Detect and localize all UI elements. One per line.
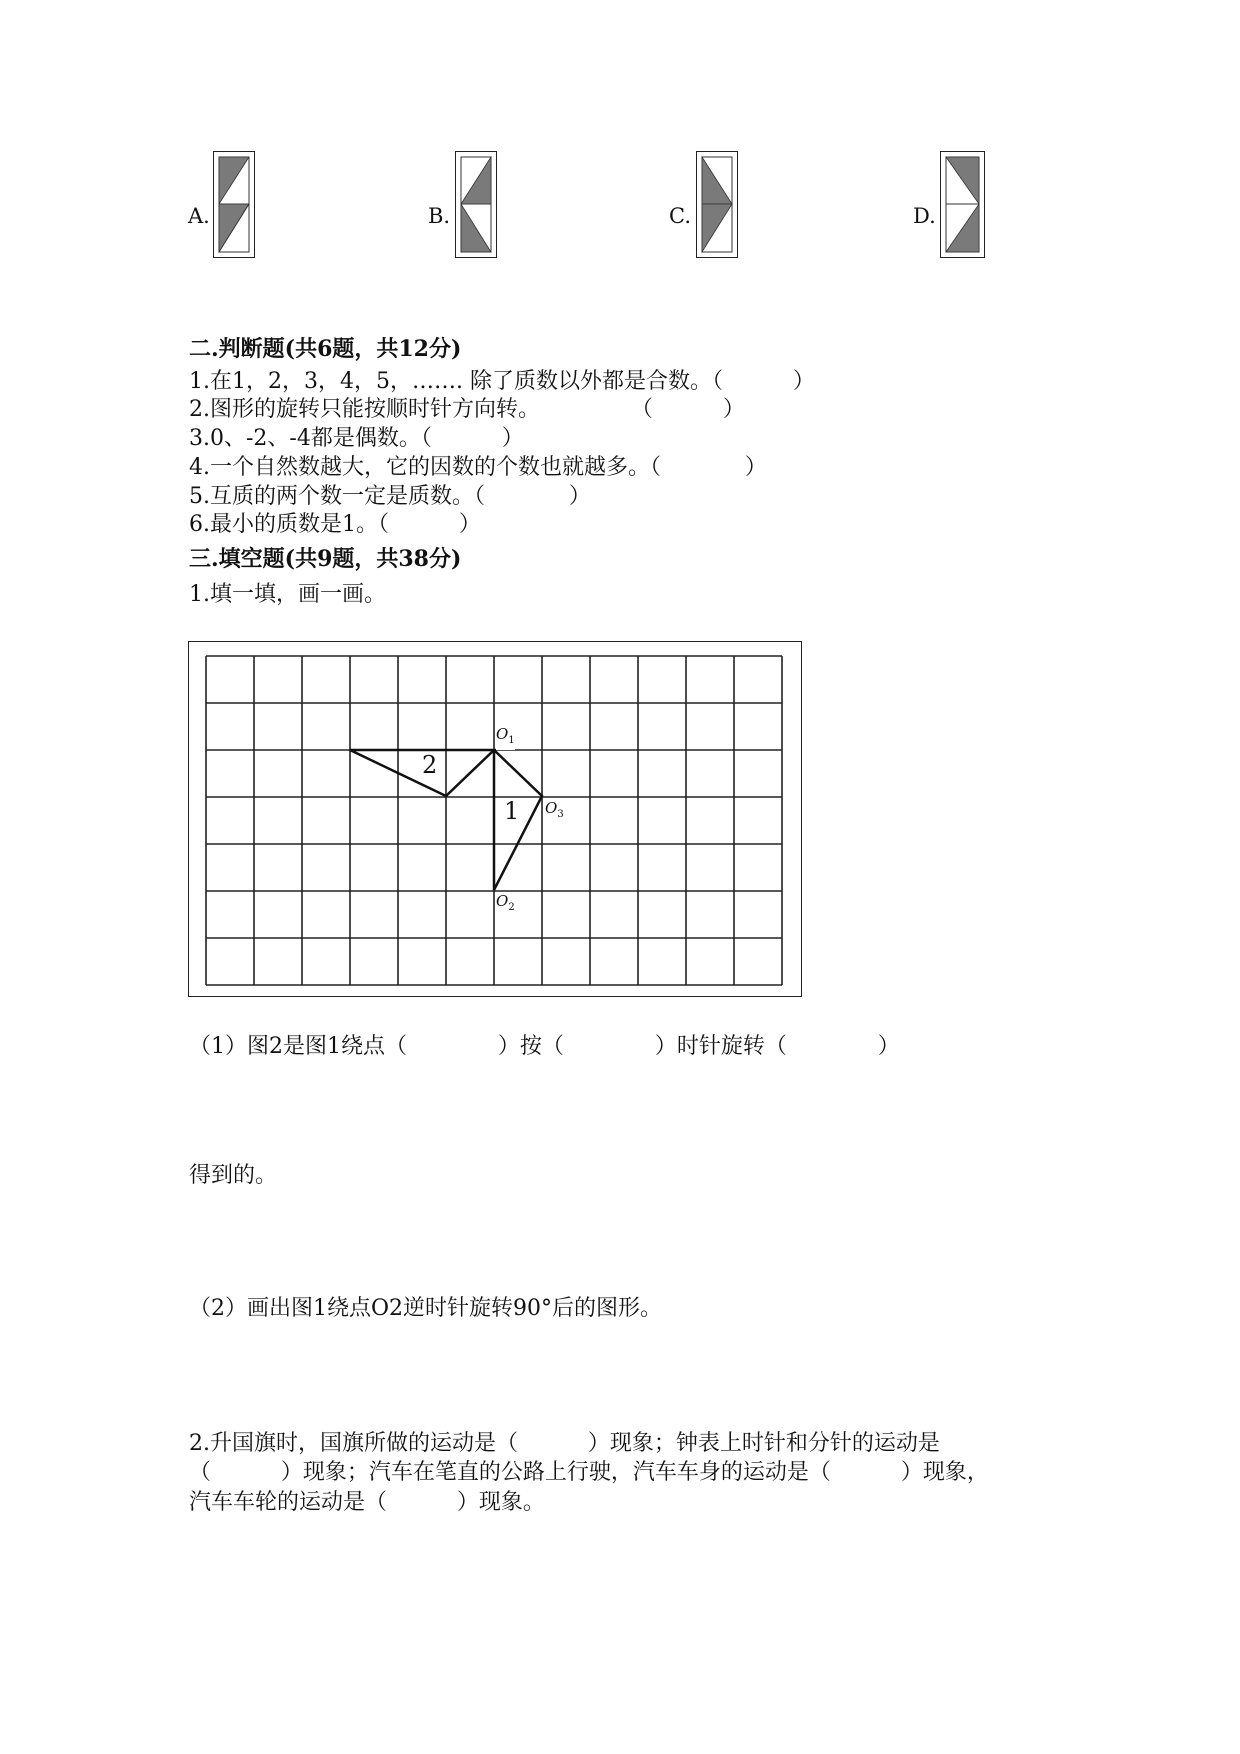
section2-heading: 二.判断题(共6题，共12分)	[189, 336, 462, 362]
q2-line-3: 汽车车轮的运动是（ ）现象。	[189, 1490, 545, 1515]
option-a-figure	[213, 151, 255, 258]
option-c-figure	[696, 151, 738, 258]
q1-sub2: （2）画出图1绕点O2逆时针旋转90°后的图形。	[189, 1296, 663, 1321]
figure-2-label: 2	[422, 751, 438, 779]
option-b-figure	[455, 151, 497, 258]
judge-item-3: 3.0、-2、-4都是偶数。（ ）	[189, 426, 524, 451]
option-a-label: A.	[188, 204, 210, 228]
judge-item-1: 1.在1，2，3，4，5，……. 除了质数以外都是合数。（ ）	[189, 369, 815, 394]
q1-sub1-cont: 得到的。	[189, 1163, 278, 1188]
option-c-label: C.	[669, 204, 691, 228]
point-o2-label: $O_2$	[496, 892, 515, 917]
q1-sub1: （1）图2是图1绕点（ ）按（ ）时针旋转（ ）	[189, 1034, 900, 1059]
grid-figure	[188, 641, 802, 997]
figure-1-label: 1	[504, 797, 520, 825]
point-o3-label: $O_3$	[545, 799, 564, 824]
q1-prompt: 1.填一填，画一画。	[189, 582, 386, 607]
judge-item-5: 5.互质的两个数一定是质数。（ ）	[189, 484, 591, 509]
option-d-label: D.	[913, 204, 936, 228]
judge-item-4: 4.一个自然数越大，它的因数的个数也就越多。（ ）	[189, 455, 767, 480]
option-b-label: B.	[428, 204, 451, 228]
judge-item-2: 2.图形的旋转只能按顺时针方向转。 （ ）	[189, 397, 745, 422]
grid-svg	[189, 642, 801, 996]
section3-heading: 三.填空题(共9题，共38分)	[189, 546, 462, 572]
q2-line-2: （ ）现象；汽车在笔直的公路上行驶，汽车车身的运动是（ ）现象，	[189, 1460, 989, 1485]
judge-item-6: 6.最小的质数是1。（ ）	[189, 512, 481, 537]
q2-line-1: 2.升国旗时，国旗所做的运动是（ ）现象；钟表上时针和分针的运动是	[189, 1431, 940, 1456]
point-o1-label: $O_1$	[496, 725, 515, 750]
option-d-figure	[940, 151, 985, 258]
